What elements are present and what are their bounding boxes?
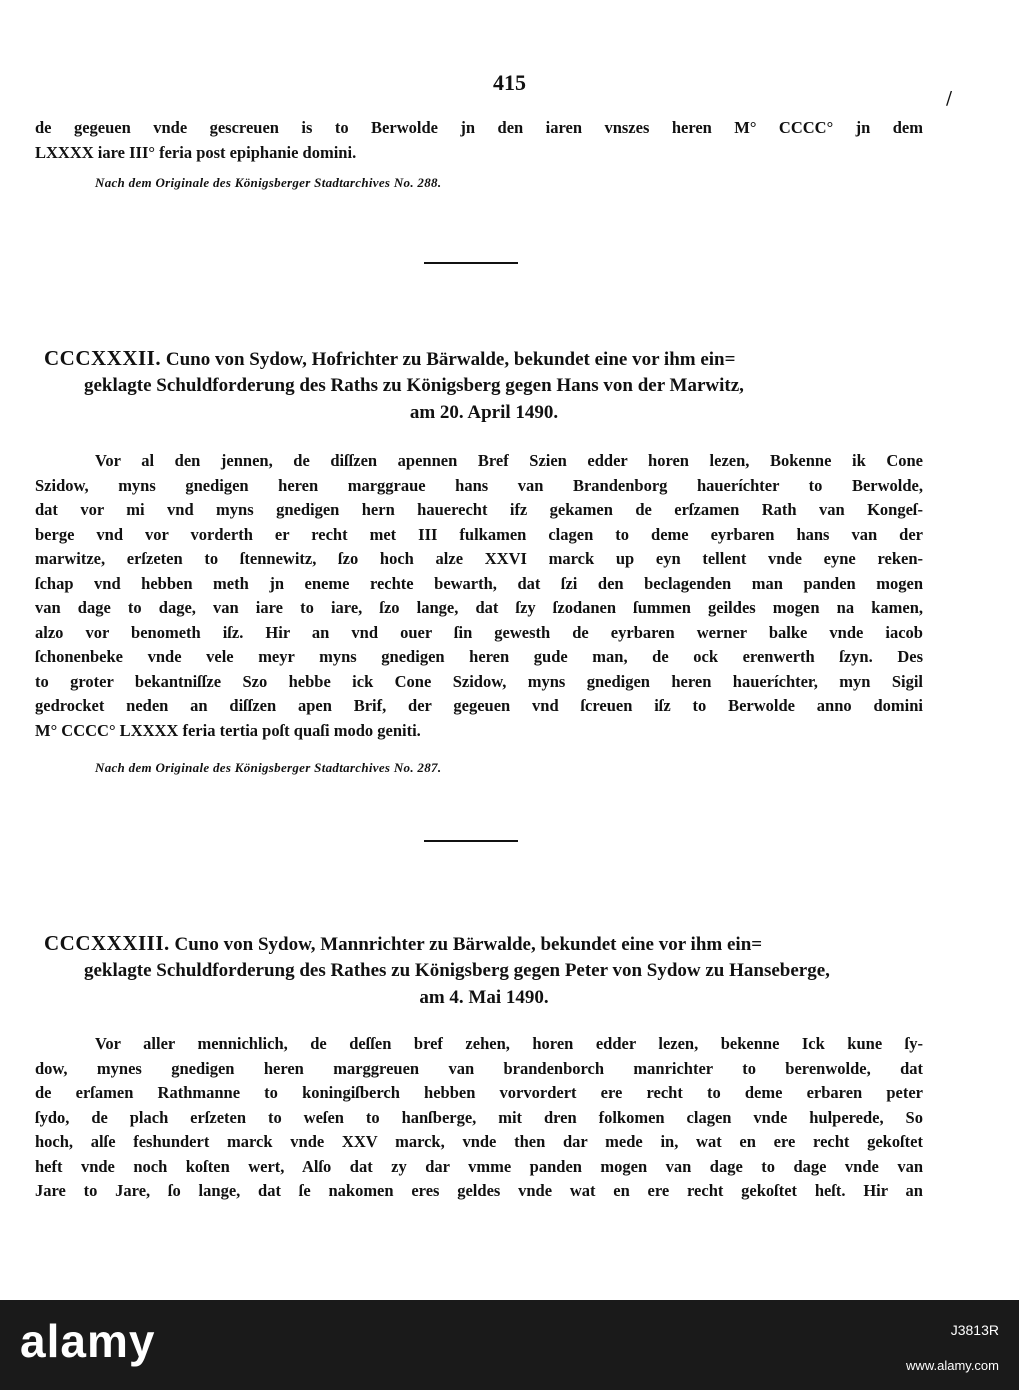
doc-333-number: CCCXXXIII. bbox=[44, 931, 170, 955]
text-line: alzo vor benometh iſz. Hir an vnd ouer ſin gewesth de eyrbaren werner balke vnde iacob bbox=[35, 622, 923, 642]
doc-333-title-line1: Cuno von Sydow, Mannrichter zu Bärwalde, bekundet eine vor ihm ein= bbox=[174, 934, 763, 955]
section-divider bbox=[424, 262, 518, 264]
source-note-2: Nach dem Originale des Königsberger Stadtarchives No. 287. bbox=[95, 760, 442, 775]
doc-332-title-line1: Cuno von Sydow, Hofrichter zu Bärwalde, bekundet eine vor ihm ein= bbox=[165, 349, 736, 370]
doc-332-title-line2: geklagte Schuldforderung des Raths zu Königsberg gegen Hans von der Marwitz, bbox=[84, 375, 744, 396]
text-line: M° CCCC° LXXXX feria tertia poſt quaſi modo geniti. bbox=[35, 720, 421, 740]
doc-333-heading bbox=[44, 930, 924, 1011]
text-line: ſchap vnd hebben meth jn eneme rechte bewarth, dat ſzi den beclagenden man panden mogen bbox=[35, 573, 923, 593]
section-divider bbox=[424, 840, 518, 842]
text-line: ſydo, de plach erſzeten to weſen to hanſberge, mit dren folkomen clagen vnde hulperede, So bbox=[35, 1107, 923, 1127]
doc-333-date: am 4. Mai 1490. bbox=[419, 987, 549, 1008]
text-line: hoch, alſe feshundert marck vnde XXV marck, vnde then dar mede in, wat en ere recht gekoſtet bbox=[35, 1132, 923, 1151]
intro-text bbox=[35, 116, 923, 165]
brand-logo: alamy bbox=[20, 1315, 156, 1367]
doc-333-text bbox=[35, 1032, 923, 1204]
text-line: Vor al den jennen, de diſſzen apennen Bref Szien edder horen lezen, Bokenne ik Cone bbox=[95, 451, 923, 470]
text-line: ſchonenbeke vnde vele meyr myns gnedigen heren gude man, de ock erenwerth ſzyn. Des bbox=[35, 647, 923, 666]
text-line: heft vnde noch koſten wert, Alſo dat zy dar vmme panden mogen van dage to dage vnde van bbox=[35, 1156, 923, 1176]
text-line: dow, mynes gnedigen heren marggreuen van brandenborch manrichter to berenwolde, dat bbox=[35, 1058, 923, 1078]
source-note-1: Nach dem Originale des Königsberger Stadtarchives No. 288. bbox=[95, 175, 442, 190]
doc-332-heading bbox=[44, 345, 924, 426]
doc-332-number: CCCXXXII. bbox=[44, 346, 162, 370]
text-line: Szidow, myns gnedigen heren marggraue hans van Brandenborg haueríchter to Berwolde, bbox=[35, 475, 923, 495]
brand-url: www.alamy.com bbox=[906, 1358, 999, 1373]
text-line: dat vor mi vnd myns gnedigen hern hauerecht ifz gekamen de erſzamen Rath van Kongeſ- bbox=[35, 500, 923, 519]
doc-332-text bbox=[35, 449, 923, 743]
text-line: Vor aller mennichlich, de deſſen bref zehen, horen edder lezen, bekenne Ick kune ſy- bbox=[95, 1034, 923, 1053]
text-line: to groter bekantniſſze Szo hebbe ick Cone Szidow, myns gnedigen heren haueríchter, myn Sigil bbox=[35, 671, 923, 691]
doc-332-date: am 20. April 1490. bbox=[409, 402, 559, 423]
text-line: marwitze, erſzeten to ſtennewitz, ſzo hoch alze XXVI marck up eyn tellent vnde eyne reken- bbox=[35, 549, 923, 568]
text-line: van dage to dage, van iare to iare, ſzo lange, dat ſzy ſzodanen ſummen geildes mogen na kamen, bbox=[35, 598, 923, 617]
text-line: berge vnd vor vorderth er recht met III fulkamen clagen to deme eyrbaren hans van der bbox=[35, 524, 923, 544]
text-line: de gegeuen vnde gescreuen is to Berwolde jn den iaren vnszes heren M° CCCC° jn dem bbox=[35, 118, 923, 137]
watermark-footer bbox=[0, 1300, 1019, 1390]
doc-333-title-line2: geklagte Schuldforderung des Rathes zu Königsberg gegen Peter von Sydow zu Hanseberge, bbox=[84, 960, 830, 981]
corner-mark: / bbox=[946, 88, 953, 109]
text-line: LXXXX iare III° feria post epiphanie domini. bbox=[35, 142, 357, 162]
image-id: J3813R bbox=[950, 1322, 999, 1338]
page-number: 415 bbox=[493, 70, 526, 95]
text-line: de erſamen Rathmanne to koningiſberch hebben vorvordert ere recht to deme erbaren peter bbox=[35, 1083, 923, 1102]
text-line: gedrocket neden an diſſzen apen Brif, der gegeuen vnd ſcreuen iſz to Berwolde anno domini bbox=[35, 696, 923, 715]
text-line: Jare to Jare, ſo lange, dat ſe nakomen eres geldes vnde wat en ere recht gekoſtet heſt. Hir an bbox=[35, 1181, 923, 1200]
